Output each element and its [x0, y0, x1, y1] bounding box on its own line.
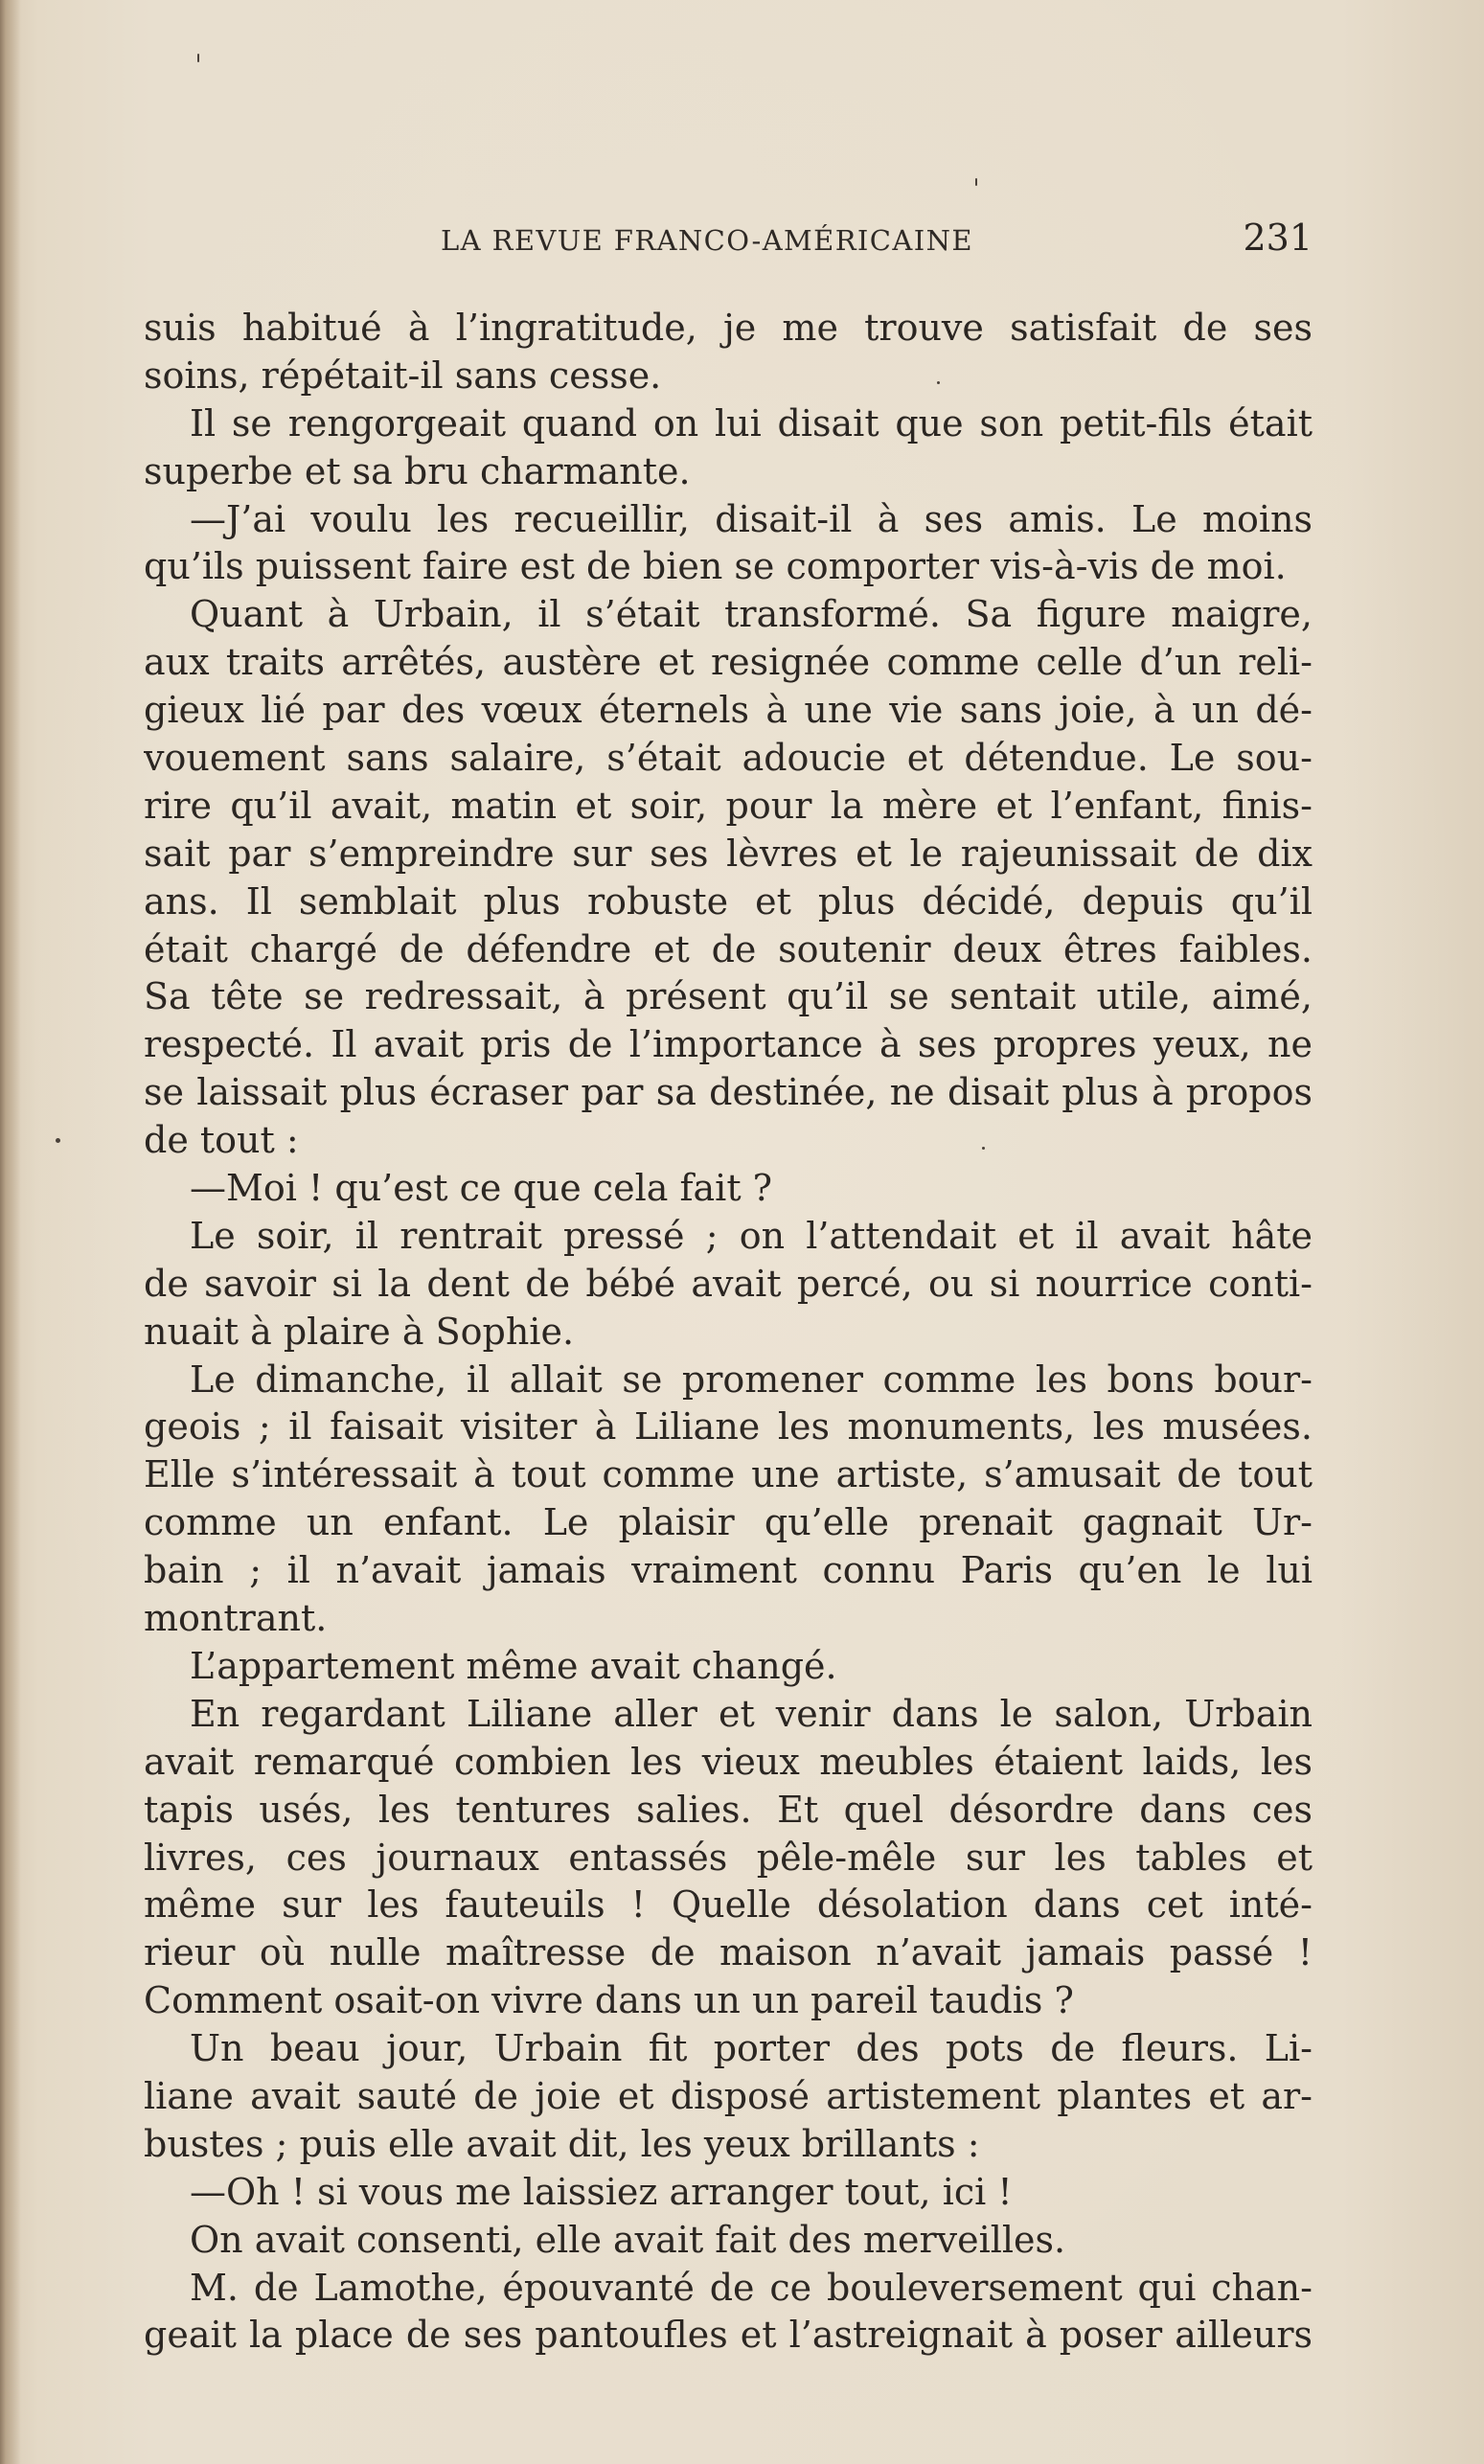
text-line: Le soir, il rentrait pressé ; on l’attendait et il avait hâte: [190, 1214, 1313, 1257]
text-line: Sa tête se redressait, à présent qu’il se sentait utile, aimé,: [144, 975, 1313, 1018]
paper-speck: [56, 1138, 60, 1143]
body-text: [144, 305, 1313, 2360]
running-header: [144, 217, 1313, 264]
text-line: superbe et sa bru charmante.: [144, 449, 691, 492]
text-line: de savoir si la dent de bébé avait percé, ou si nourrice conti-: [144, 1262, 1313, 1305]
text-line: avait remarqué combien les vieux meubles étaient laids, les: [144, 1740, 1313, 1783]
text-line: sait par s’empreindre sur ses lèvres et le rajeunissait de dix: [144, 832, 1313, 875]
text-line: qu’ils puissent faire est de bien se comporter vis-à-vis de moi.: [144, 545, 1287, 588]
binding-shadow: [0, 0, 21, 2464]
text-line: Elle s’intéressait à tout comme une artiste, s’amusait de tout: [144, 1453, 1313, 1496]
text-line: bain ; il n’avait jamais vraiment connu Paris qu’en le lui: [144, 1549, 1313, 1592]
paper-speck: [937, 381, 940, 384]
paper-speck: [197, 54, 199, 62]
text-line: nuait à plaire à Sophie.: [144, 1310, 575, 1353]
text-line: suis habitué à l’ingratitude, je me trouve satisfait de ses: [144, 307, 1313, 349]
text-line: même sur les fauteuils ! Quelle désolation dans cet inté-: [144, 1883, 1313, 1927]
text-line: Le dimanche, il allait se promener comme les bons bour-: [190, 1357, 1313, 1401]
paper-speck: [982, 1147, 985, 1150]
text-line: soins, répétait-il sans cesse.: [144, 354, 662, 397]
text-line: geois ; il faisait visiter à Liliane les monuments, les musées.: [144, 1405, 1313, 1449]
journal-title: LA REVUE FRANCO-AMÉRICAINE: [441, 224, 973, 257]
text-line: rire qu’il avait, matin et soir, pour la mère et l’enfant, finis-: [144, 784, 1313, 827]
text-line: On avait consenti, elle avait fait des merveilles.: [190, 2218, 1066, 2261]
text-line: se laissait plus écraser par sa destinée, ne disait plus à propos: [144, 1071, 1313, 1114]
text-line: —Moi ! qu’est ce que cela fait ?: [190, 1167, 773, 1210]
text-line: —Oh ! si vous me laissiez arranger tout, ici !: [190, 2170, 1013, 2213]
text-line: était chargé de défendre et de soutenir deux êtres faibles.: [144, 927, 1313, 970]
text-line: comme un enfant. Le plaisir qu’elle prenait gagnait Ur-: [144, 1501, 1313, 1544]
text-line: Quant à Urbain, il s’était transformé. Sa figure maigre,: [190, 593, 1313, 636]
text-line: livres, ces journaux entassés pêle-mêle sur les tables et: [144, 1836, 1313, 1879]
text-line: Un beau jour, Urbain fit porter des pots de fleurs. Li-: [190, 2027, 1313, 2070]
text-line: M. de Lamothe, épouvanté de ce bouleversement qui chan-: [190, 2266, 1313, 2309]
text-line: montrant.: [144, 1597, 328, 1640]
paper-speck: [975, 178, 977, 186]
text-line: —J’ai voulu les recueillir, disait-il à ses amis. Le moins: [190, 497, 1313, 540]
text-line: tapis usés, les tentures salies. Et quel désordre dans ces: [144, 1788, 1313, 1831]
text-line: vouement sans salaire, s’était adoucie et détendue. Le sou-: [144, 737, 1313, 780]
text-line: Comment osait-on vivre dans un un pareil taudis ?: [144, 1979, 1074, 2022]
text-line: rieur où nulle maîtresse de maison n’avait jamais passé !: [144, 1931, 1313, 1974]
text-line: geait la place de ses pantoufles et l’astreignait à poser ailleurs: [144, 2314, 1313, 2357]
text-line: aux traits arrêtés, austère et resignée comme celle d’un reli-: [144, 641, 1313, 684]
page-number: 231: [1243, 217, 1313, 259]
text-line: Il se rengorgeait quand on lui disait que son petit-fils était: [190, 401, 1313, 445]
text-line: ans. Il semblait plus robuste et plus décidé, depuis qu’il: [144, 879, 1313, 923]
text-line: L’appartement même avait changé.: [190, 1644, 837, 1687]
text-line: respecté. Il avait pris de l’importance à ses propres yeux, ne: [144, 1023, 1313, 1066]
text-line: bustes ; puis elle avait dit, les yeux brillants :: [144, 2122, 980, 2165]
text-line: En regardant Liliane aller et venir dans le salon, Urbain: [190, 1692, 1313, 1735]
text-line: de tout :: [144, 1119, 299, 1162]
text-line: gieux lié par des vœux éternels à une vie sans joie, à un dé-: [144, 689, 1313, 732]
text-line: liane avait sauté de joie et disposé artistement plantes et ar-: [144, 2074, 1313, 2117]
